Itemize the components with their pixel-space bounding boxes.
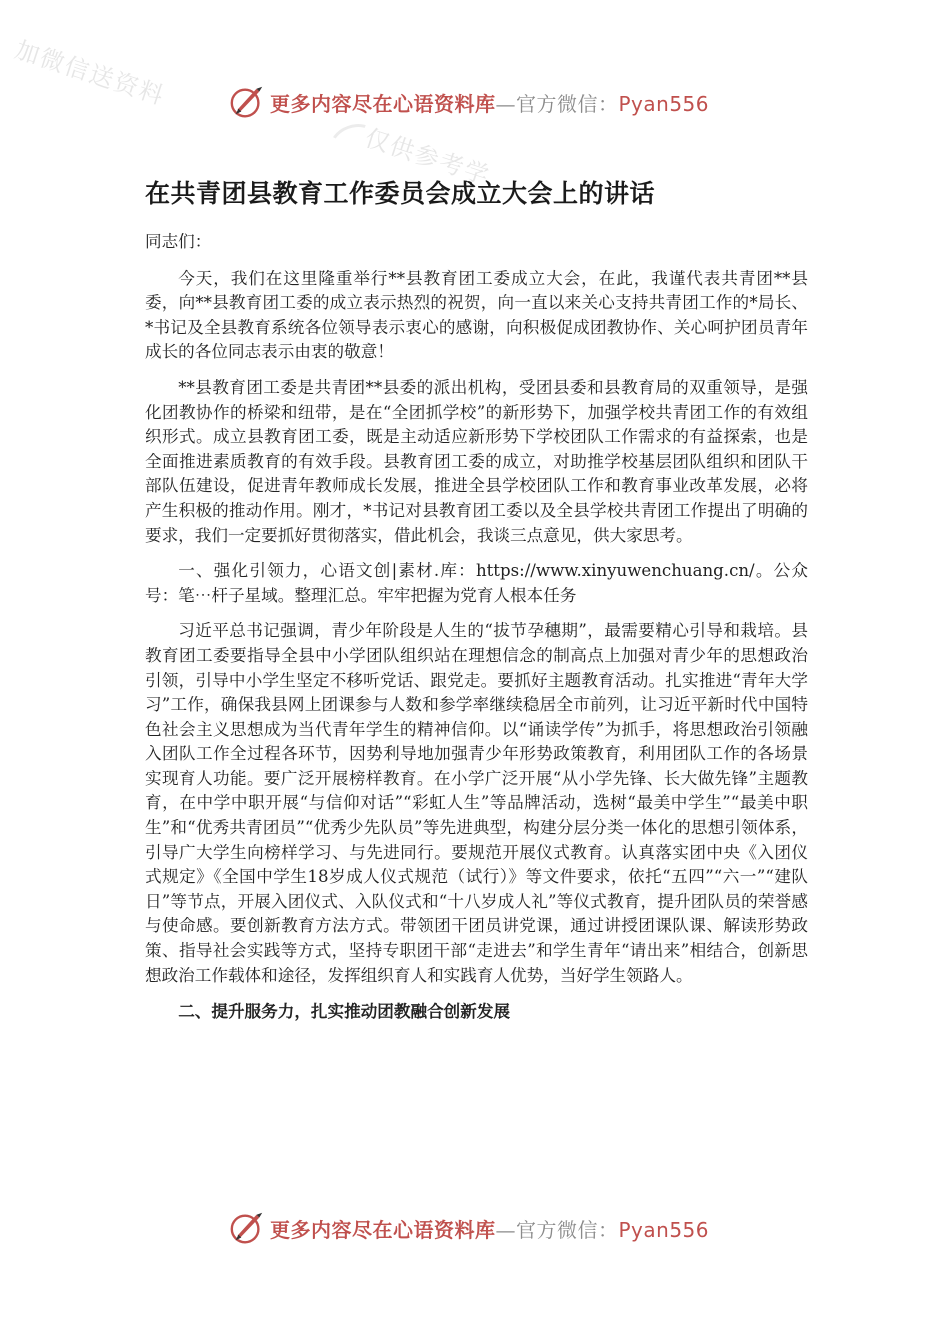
paragraph-3: 习近平总书记强调，青少年阶段是人生的“拔节孕穗期”，最需要精心引导和栽培。县教育团工委要指导全县中小学团队组织站在理想信念的制高点上加强对青少年的思想政治引领，引导中小学生坚定不移听党话、跟党走。要抓好主题教育活动。扎实推进“青年大学习”工作，确保我县网上团课参与人数和参学率继续稳居全市前列，让习近平新时代中国特色社会主义思想成为当代青年学生的精神信仰。以“诵读学传”为抓手，将思想政治引领融入团队工作全过程各环节，因势利导地加强青少年形势政策教育，利用团队工作的各场景实现育人功能。要广泛开展榜样教育。在小学广泛开展“从小学先锋、长大做先锋”主题教育，在中学中职开展“与信仰对话”“彩虹人生”等品牌活动，选树“最美中学生”“最美中职生”和“优秀共青团员”“优秀少先队员”等先进典型，构建分层分类一体化的思想引领体系，引导广大学生向榜样学习、与先进同行。要规范开展仪式教育。认真落实团中央《入团仪式规定》《全国中学生18岁成人仪式规范（试行）》等文件要求，依托“五四”“六一”“建队日”等节点，开展入团仪式、入队仪式和“十八岁成人礼”等仪式教育，提升团队员的荣誉感与使命感。要创新教育方法方式。带领团干团员讲党课，通过讲授团课队课、解读形势政策、指导社会实践等方式，坚持专职团干部“走进去”和学生青年“请出来”相结合，创新思想政治工作载体和途径，发挥组织育人和实践育人优势，当好学生领路人。 bbox=[145, 621, 808, 985]
banner-separator: —官方微信： bbox=[495, 91, 619, 116]
banner-wechat-id: Pyan556 bbox=[618, 91, 710, 116]
section-heading-1: 一、强化引领力，心语文创|素材.库：https://www.xinyuwenchuang.cn/。公众号：笔⋯杆子星域。整理汇总。牢牢把握为党育人根本任务 bbox=[145, 561, 808, 605]
document-body bbox=[145, 230, 808, 1024]
footer-banner bbox=[228, 1208, 709, 1248]
paragraph-1: 今天，我们在这里隆重举行**县教育团工委成立大会，在此，我谨代表共青团**县委，向**县教育团工委的成立表示热烈的祝贺，向一直以来关心支持共青团工作的*局长、*书记及全县教育系统各位领导表示衷心的感谢，向积极促成团教协作、关心呵护团员青年成长的各位同志表示由衷的敬意！ bbox=[145, 268, 808, 362]
banner-wechat-id: Pyan556 bbox=[618, 1217, 710, 1242]
watermark-center: 仅供参考学 bbox=[361, 123, 494, 191]
banner-main: 更多内容尽在心语资料库 bbox=[270, 1217, 496, 1242]
banner-text bbox=[270, 1214, 709, 1243]
quill-logo-icon bbox=[228, 83, 266, 121]
header-banner bbox=[228, 82, 709, 122]
quill-logo-icon bbox=[228, 1209, 266, 1247]
banner-main: 更多内容尽在心语资料库 bbox=[270, 91, 496, 116]
paragraph-2: **县教育团工委是共青团**县委的派出机构，受团县委和县教育局的双重领导，是强化团教协作的桥梁和纽带，是在“全团抓学校”的新形势下，加强学校共青团工作的有效组织形式。成立县教育团工委，既是主动适应新形势下学校团队工作需求的有益探索，也是全面推进素质教育的有效手段。县教育团工委的成立，对助推学校基层团队组织和团队干部队伍建设，促进青年教师成长发展，推进全县学校团队工作和教育事业改革发展，必将产生积极的推动作用。刚才，*书记对县教育团工委以及全县学校共青团工作提出了明确的要求，我们一定要抓好贯彻落实，借此机会，我谈三点意见，供大家思考。 bbox=[145, 377, 808, 545]
section-heading-2: 二、提升服务力，扎实推动团教融合创新发展 bbox=[178, 1001, 511, 1022]
banner-text bbox=[270, 88, 709, 117]
greeting: 同志们： bbox=[145, 232, 212, 251]
banner-separator: —官方微信： bbox=[495, 1217, 619, 1242]
watermark-top-left: 加微信送资料 bbox=[11, 35, 169, 111]
document-title: 在共青团县教育工作委员会成立大会上的讲话 bbox=[145, 179, 656, 208]
